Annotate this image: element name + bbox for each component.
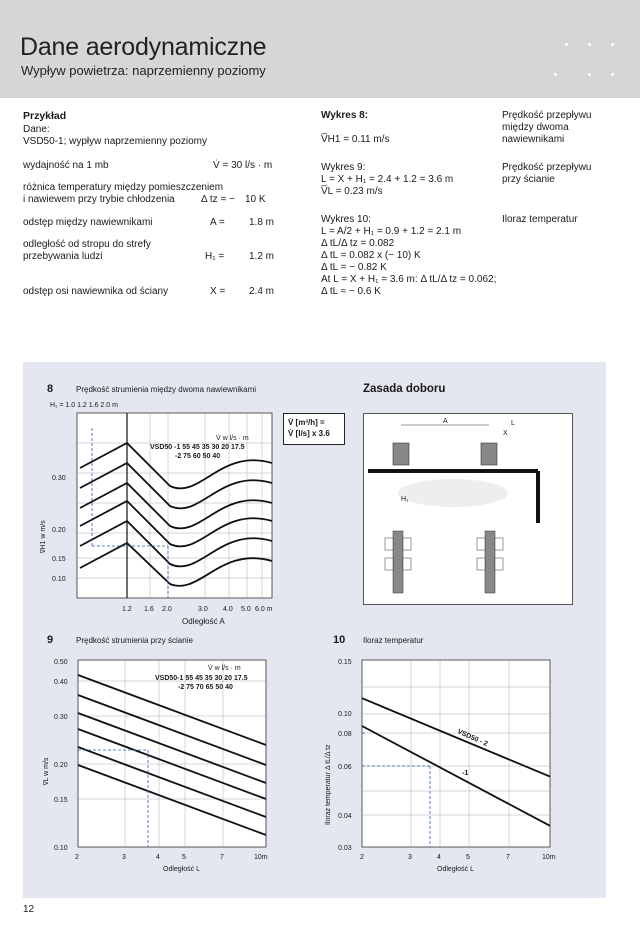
- xtick: 4: [156, 854, 160, 861]
- xtick: 3: [122, 854, 126, 861]
- conversion-box: [283, 413, 345, 445]
- fig8-legend: VSD50 -1 55 45 35 30 20 17.5: [150, 444, 245, 451]
- row-symbol: X =: [210, 286, 226, 297]
- svg-text:H₁: H₁: [401, 496, 409, 503]
- fig8-title: Prędkość strumienia między dwoma nawiewnikami: [76, 385, 257, 394]
- w8-line: V̅H1 = 0.11 m/s: [321, 134, 390, 145]
- ytick: 0.08: [338, 731, 352, 738]
- xtick: 5.0: [241, 606, 251, 613]
- zasada-title: Zasada doboru: [363, 383, 446, 395]
- fig8-legend: V̇ w l/s · m: [216, 435, 249, 442]
- row-symbol: A =: [210, 217, 225, 228]
- fig10-xlabel: Odległość L: [437, 866, 474, 873]
- row-symbol: H₁ =: [205, 251, 225, 262]
- fig8-number: 8: [47, 383, 54, 395]
- w10-line: Δ tL/Δ tz = 0.082: [321, 238, 395, 249]
- xtick: 5: [182, 854, 186, 861]
- row-label-2: i nawiewem przy trybie chłodzenia: [23, 194, 175, 205]
- row-label: wydajność na 1 mb: [23, 160, 109, 171]
- fig8-ylabel: v̅H1 w m/s: [40, 520, 47, 553]
- row-symbol: V̇ = 30 l/s · m: [213, 160, 273, 171]
- svg-text:X: X: [503, 430, 508, 437]
- xtick: 7: [220, 854, 224, 861]
- xtick: 1.2: [122, 606, 132, 613]
- xtick: 5: [466, 854, 470, 861]
- row-value: 10 K: [245, 194, 266, 205]
- ytick: 0.10: [52, 576, 66, 583]
- fig9-legend: -2 75 70 65 50 40: [178, 684, 233, 691]
- ytick: 0.50: [54, 659, 68, 666]
- note-3: Iloraz temperatur: [502, 214, 578, 225]
- xtick: 2: [360, 854, 364, 861]
- schematic-diagram: [363, 413, 573, 605]
- fig9-title: Prędkość strumienia przy ścianie: [76, 636, 193, 645]
- xtick: 3.0: [198, 606, 208, 613]
- w10-heading: Wykres 10:: [321, 214, 371, 225]
- example-dane: Dane:: [23, 124, 50, 135]
- note-1: nawiewnikami: [502, 134, 565, 145]
- fig10-title: Iloraz temperatur: [363, 636, 424, 645]
- diffuser-1: [393, 443, 409, 465]
- row-label: odległość od stropu do strefy: [23, 239, 151, 250]
- example-heading: Przykład: [23, 110, 67, 122]
- ytick: 0.20: [54, 762, 68, 769]
- xtick: 4.0: [223, 606, 233, 613]
- xtick: 6.0 m: [255, 606, 273, 613]
- ytick: 0.40: [54, 679, 68, 686]
- xtick: 7: [506, 854, 510, 861]
- xtick: 2.0: [162, 606, 172, 613]
- diffuser-2: [481, 443, 497, 465]
- row-label: odstęp osi nawiewnika od ściany: [23, 286, 169, 297]
- fig10-series-label: VSD50 - 2: [456, 728, 489, 748]
- row-label: odstęp między nawiewnikami: [23, 217, 153, 228]
- ytick: 0.30: [54, 714, 68, 721]
- fig8-legend: -2 75 60 50 40: [175, 453, 221, 460]
- w10-line: L = A/2 + H₁ = 0.9 + 1.2 = 2.1 m: [321, 226, 462, 237]
- fig9-xlabel: Odległość L: [163, 866, 200, 873]
- ytick: 0.15: [338, 659, 352, 666]
- w10-line: At L = X + H₁ = 3.6 m: Δ tL/Δ tz = 0.062;: [321, 274, 497, 285]
- svg-text:L: L: [511, 420, 515, 427]
- row-value: 1.2 m: [249, 251, 275, 262]
- ytick: 0.04: [338, 813, 352, 820]
- page-title: Dane aerodynamiczne: [20, 33, 267, 61]
- fig9-ylabel: v̅L w m/s: [43, 757, 50, 785]
- w10-line: Δ tL ≈ − 0.6 K: [321, 286, 381, 297]
- row-value: 1.8 m: [249, 217, 275, 228]
- row-label-2: przebywania ludzi: [23, 251, 103, 262]
- note-1: Prędkość przepływu: [502, 110, 592, 121]
- xtick: 4: [437, 854, 441, 861]
- ytick: 0.10: [54, 845, 68, 852]
- fig8-h1-scale: H₁ = 1.0 1.2 1.6 2.0 m: [50, 402, 118, 409]
- xtick: 10m: [542, 854, 556, 861]
- row-value: 2.4 m: [249, 286, 275, 297]
- w10-line: Δ tL = − 0.82 K: [321, 262, 387, 273]
- w9-line: V̅L = 0.23 m/s: [321, 186, 383, 197]
- note-2: przy ścianie: [502, 174, 555, 185]
- fig10-number: 10: [333, 634, 346, 646]
- fig10-chart: [322, 655, 572, 867]
- xtick: 3: [408, 854, 412, 861]
- fig10-series-label: -1: [462, 770, 469, 777]
- fig9-chart: [40, 655, 280, 867]
- ytick: 0.10: [338, 711, 352, 718]
- fig9-number: 9: [47, 634, 54, 646]
- airflow: [398, 479, 508, 507]
- ytick: 0.15: [54, 797, 68, 804]
- ytick: 0.06: [338, 764, 352, 771]
- row-symbol: Δ tz = −: [201, 194, 235, 205]
- note-1: między dwoma: [502, 122, 569, 133]
- ytick: 0.20: [52, 527, 66, 534]
- svg-text:A: A: [443, 418, 448, 425]
- w10-line: Δ tL = 0.082 x (− 10) K: [321, 250, 421, 261]
- fig9-legend: V̇ w l/s · m: [208, 665, 241, 672]
- page-subtitle: Wypływ powietrza: naprzemienny poziomy: [21, 63, 266, 78]
- fig8-chart: [40, 408, 280, 618]
- xtick: 2: [75, 854, 79, 861]
- w9-heading: Wykres 9:: [321, 162, 366, 173]
- ytick: 0.03: [338, 845, 352, 852]
- example-model: VSD50-1; wypływ naprzemienny poziomy: [23, 136, 207, 147]
- xtick: 1.6: [144, 606, 154, 613]
- ytick: 0.15: [52, 556, 66, 563]
- note-2: Prędkość przepływu: [502, 162, 592, 173]
- fig9-legend: VSD50-1 55 45 35 30 20 17.5: [155, 675, 248, 682]
- w8-heading: Wykres 8:: [321, 110, 369, 121]
- ytick: 0.30: [52, 475, 66, 482]
- page-number: 12: [23, 904, 35, 915]
- xtick: 10m: [254, 854, 268, 861]
- w9-line: L = X + H₁ = 2.4 + 1.2 = 3.6 m: [321, 174, 454, 185]
- conversion-line: V̇ [m³/h] =: [288, 418, 325, 427]
- conversion-line: V̇ [l/s] x 3.6: [288, 429, 330, 438]
- fig10-ylabel: Iloraz temperatur Δ tL/Δ tz: [325, 744, 332, 825]
- fig8-xlabel: Odległość A: [182, 617, 225, 626]
- row-label: różnica temperatury między pomieszczeniem: [23, 182, 224, 193]
